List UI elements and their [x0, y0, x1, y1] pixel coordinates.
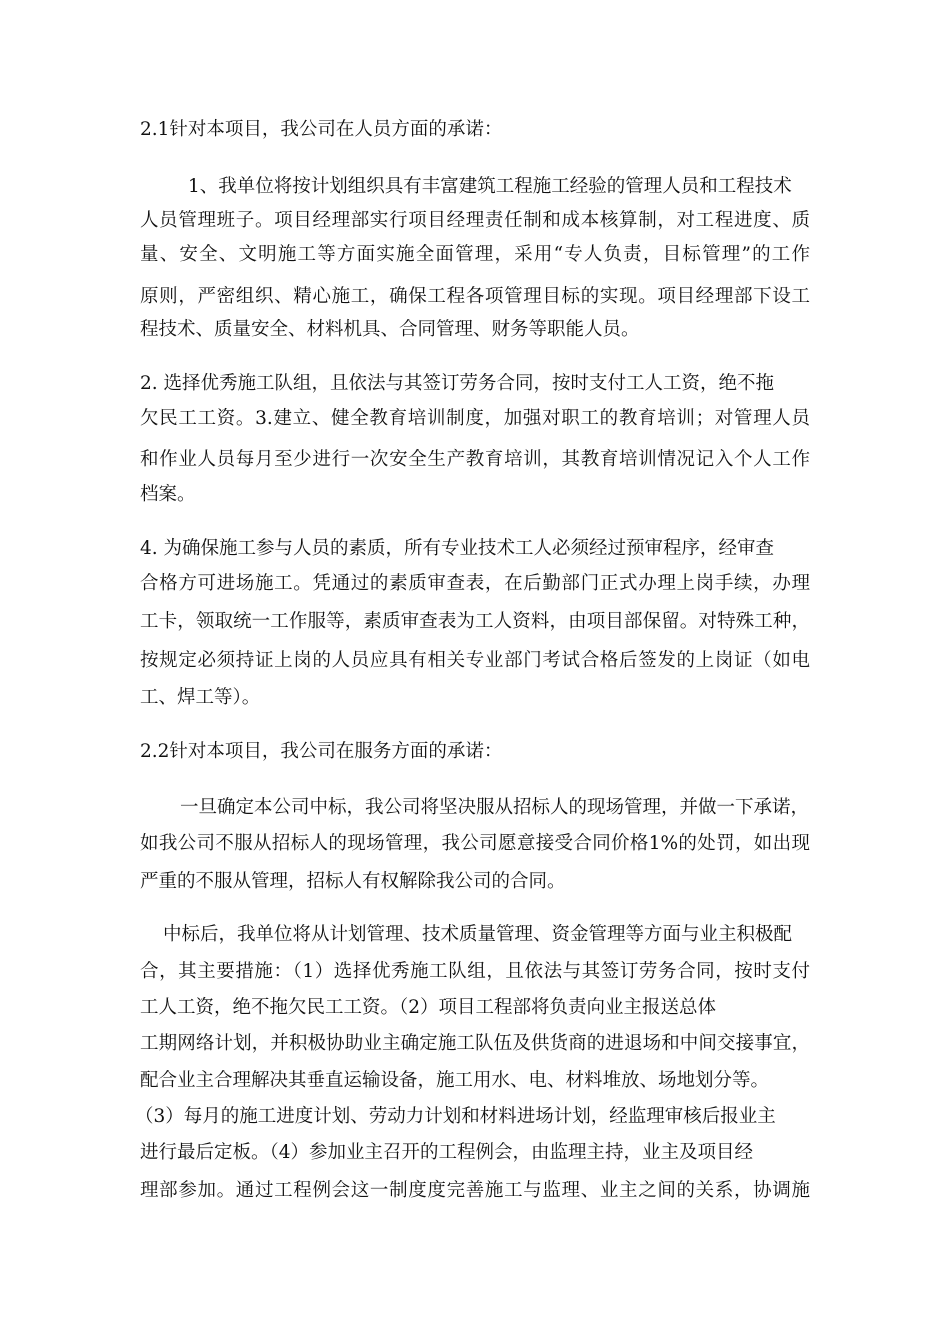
paragraph-line: 4. 为确保施工参与人员的素质，所有专业技术工人必须经过预审程序，经审查 — [140, 538, 775, 559]
paragraph-line: 理部参加。通过工程例会这一制度度完善施工与监理、业主之间的关系，协调施 — [140, 1180, 810, 1201]
paragraph-line: 中标后，我单位将从计划管理、技术质量管理、资金管理等方面与业主积极配 — [163, 924, 793, 945]
paragraph-line: （3）每月的施工进度计划、劳动力计划和材料进场计划，经监理审核后报业主 — [135, 1106, 776, 1127]
paragraph-line: 工期网络计划，并积极协助业主确定施工队伍及供货商的进退场和中间交接事宜， — [140, 1033, 810, 1054]
section-heading-2-1: 2.1针对本项目，我公司在人员方面的承诺： — [140, 119, 503, 140]
paragraph-line: 一旦确定本公司中标，我公司将坚决服从招标人的现场管理，并做一下承诺， — [180, 797, 810, 818]
paragraph-line: 2. 选择优秀施工队组，且依法与其签订劳务合同，按时支付工人工资，绝不拖 — [140, 373, 775, 394]
paragraph-line: 配合业主合理解决其垂直运输设备，施工用水、电、材料堆放、场地划分等。 — [140, 1070, 770, 1091]
paragraph-line: 原则，严密组织、精心施工，确保工程各项管理目标的实现。项目经理部下设工 — [140, 286, 810, 307]
paragraph-line: 量、安全、文明施工等方面实施全面管理，采用“专人负责，目标管理”的工作 — [140, 244, 810, 265]
paragraph-line: 人员管理班子。项目经理部实行项目经理责任制和成本核算制，对工程进度、质 — [140, 210, 810, 231]
paragraph-line: 工卡，领取统一工作服等，素质审查表为工人资料，由项目部保留。对特殊工种， — [140, 611, 810, 632]
paragraph-line: 严重的不服从管理，招标人有权解除我公司的合同。 — [140, 871, 566, 892]
paragraph-line: 欠民工工资。3.建立、健全教育培训制度，加强对职工的教育培训；对管理人员 — [140, 408, 810, 429]
section-heading-2-2: 2.2针对本项目，我公司在服务方面的承诺： — [140, 741, 503, 762]
paragraph-line: 进行最后定板。（4）参加业主召开的工程例会，由监理主持，业主及项目经 — [140, 1142, 754, 1163]
paragraph-line: 合，其主要措施：（1）选择优秀施工队组，且依法与其签订劳务合同，按时支付 — [140, 961, 810, 982]
paragraph-line: 工人工资，绝不拖欠民工工资。（2）项目工程部将负责向业主报送总体 — [140, 997, 717, 1018]
paragraph-line: 按规定必须持证上岗的人员应具有相关专业部门考试合格后签发的上岗证（如电 — [140, 650, 810, 671]
paragraph-line: 和作业人员每月至少进行一次安全生产教育培训，其教育培训情况记入个人工作 — [140, 449, 810, 470]
paragraph-line: 合格方可进场施工。凭通过的素质审查表，在后勤部门正式办理上岗手续，办理 — [140, 573, 810, 594]
paragraph-line: 1、我单位将按计划组织具有丰富建筑工程施工经验的管理人员和工程技术 — [188, 176, 792, 197]
paragraph-line: 工、焊工等）。 — [140, 687, 261, 708]
paragraph-line: 程技术、质量安全、材料机具、合同管理、财务等职能人员。 — [140, 319, 640, 340]
paragraph-line: 档案。 — [140, 484, 196, 505]
paragraph-line: 如我公司不服从招标人的现场管理，我公司愿意接受合同价格1%的处罚，如出现 — [140, 833, 810, 854]
